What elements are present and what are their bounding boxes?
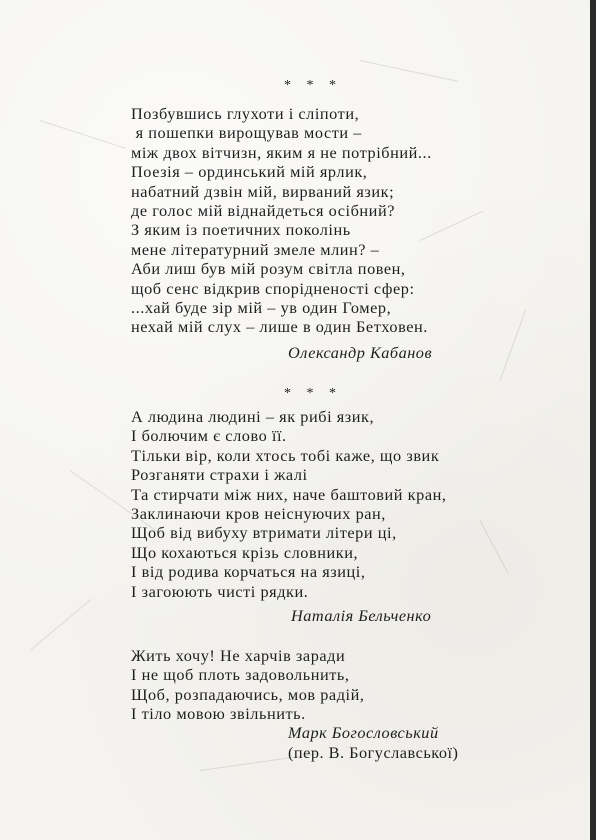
poem-line: Позбувшись глухоти і сліпоти, <box>131 104 360 123</box>
poem-line: Заклинаючи кров неіснуючих ран, <box>131 503 386 523</box>
poem-author: Наталія Бельченко <box>291 606 432 625</box>
section-separator: * * * <box>284 78 342 93</box>
paper-fibre <box>30 599 92 651</box>
poem-line: Розганяти страхи і жалі <box>131 465 308 485</box>
poem-line: І від родива корчаться на язиці, <box>131 562 366 582</box>
paper-fibre <box>40 120 126 149</box>
poem-line: щоб сенс відкрив спорідненості сфер: <box>131 278 415 298</box>
poem-line: Тільки вір, коли хтось тобі каже, що звик <box>131 445 440 465</box>
poem-line: нехай мій слух – лише в один Бетховен. <box>131 317 428 337</box>
poem-line: І загоюють чисті рядки. <box>131 581 309 601</box>
poem-line: Щоб, розпадаючись, мов радій, <box>131 684 365 704</box>
page-edge <box>590 0 596 840</box>
paper-fibre <box>480 520 509 573</box>
poem-author: Олександр Кабанов <box>288 343 433 362</box>
poem-line: Що кохаються крізь словники, <box>131 542 359 562</box>
poem-line: І тіло мовою звільнить. <box>131 704 306 724</box>
poem-line: Аби лиш був мій розум світла повен, <box>131 259 406 279</box>
poem-line: Жить хочу! Не харчів заради <box>131 646 346 665</box>
poem-line: І не щоб плоть задовольнить, <box>131 665 350 685</box>
poem-line: набатний дзвін мій, вирваний язик; <box>131 181 395 201</box>
section-separator: * * * <box>284 386 342 401</box>
poem-line: я пошепки вирощував мости – <box>131 123 362 143</box>
poem-line: між двох вітчизн, яким я не потрібний... <box>131 142 432 162</box>
paper-fibre <box>500 310 527 381</box>
poem-line: Щоб від вибуху втримати літери ці, <box>131 523 397 543</box>
poem-line: де голос мій віднайдеться осібний? <box>131 200 395 220</box>
poem-line: Та стирчати між них, наче баштовий кран, <box>131 484 447 504</box>
poem-kabanov <box>131 104 432 337</box>
poem-belchenko <box>131 407 446 601</box>
poem-line: Поезія – ординський мій ярлик, <box>131 162 368 182</box>
translator-credit: (пер. В. Богуславської) <box>288 743 459 762</box>
poem-line: А людина людині – як рибі язик, <box>131 407 375 426</box>
poem-bogoslovsky <box>131 646 365 724</box>
poem-line: ...хай буде зір мій – ув один Гомер, <box>131 297 392 317</box>
poem-line: З яким із поетичних поколінь <box>131 220 351 240</box>
poem-line: І болючим є слово її. <box>131 426 287 446</box>
poem-author: Марк Богословський <box>288 723 439 742</box>
paper-fibre <box>360 60 458 82</box>
poem-line: мене літературний змеле млин? – <box>131 239 380 259</box>
